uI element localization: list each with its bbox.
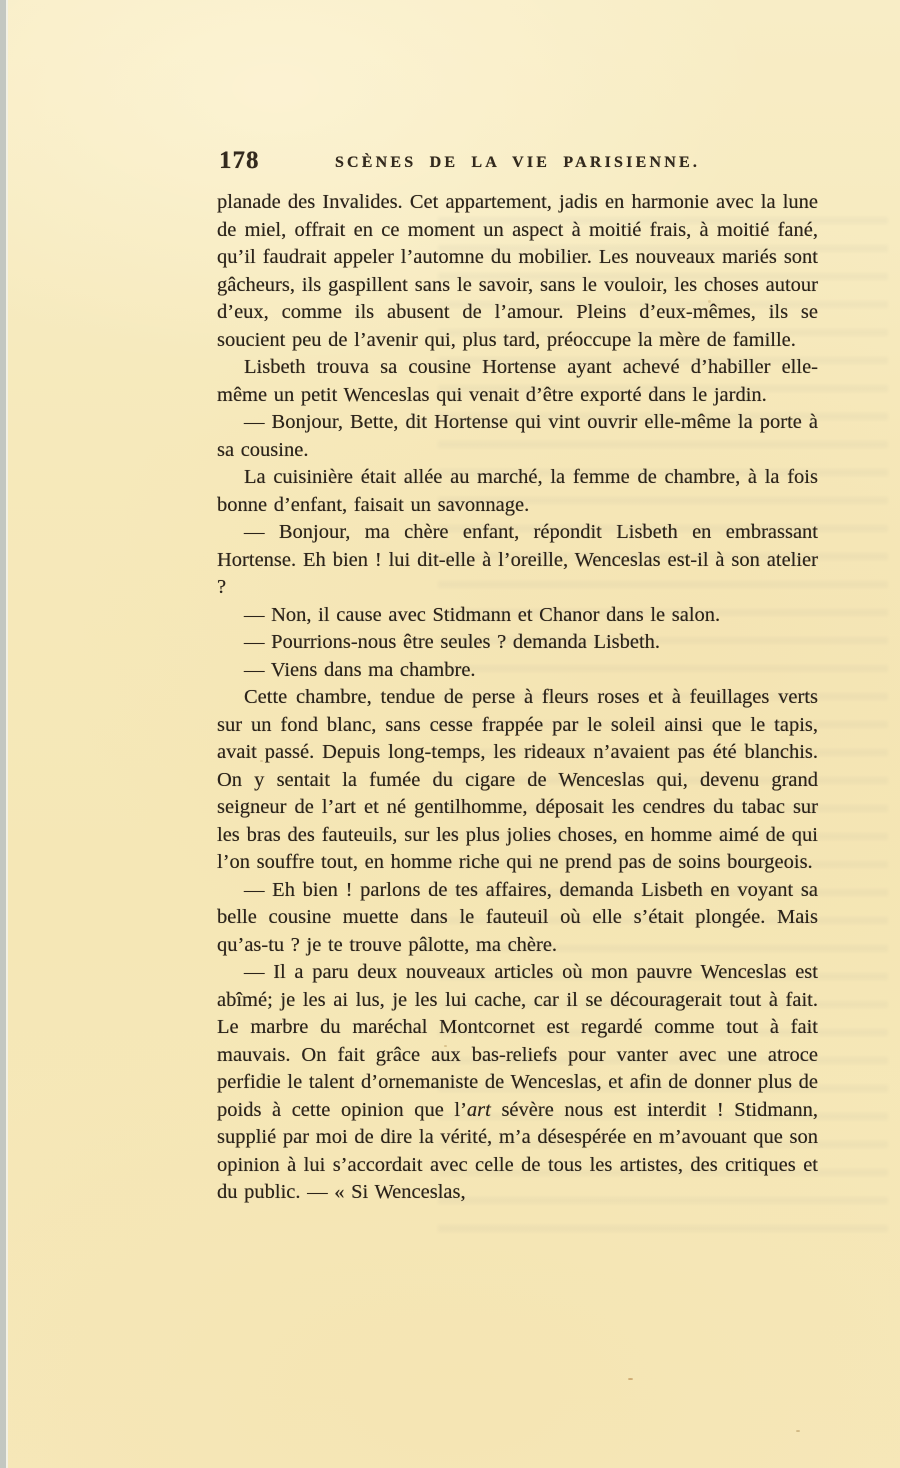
paragraph — [217, 464, 818, 519]
paragraph — [217, 959, 818, 1207]
text-segment: Lisbeth trouva sa cousine Hortense ayant achevé d’habiller elle-même un petit Wenceslas qui venait d’être exporté dans le jardin. — [217, 356, 818, 406]
text-segment: — Bonjour, ma chère enfant, répondit Lisbeth en embrassant Hortense. Eh bien ! lui dit-elle à l’oreille, Wenceslas est-il à son atelier ? — [217, 521, 818, 598]
text-segment: — Non, il cause avec Stidmann et Chanor dans le salon. — [244, 603, 721, 626]
running-title: SCÈNES DE LA VIE PARISIENNE. — [334, 154, 701, 171]
paragraph — [217, 354, 818, 409]
text-segment: — Bonjour, Bette, dit Hortense qui vint ouvrir elle-même la porte à sa cousine. — [217, 411, 818, 461]
paragraph — [217, 877, 818, 960]
text-segment: Cette chambre, tendue de perse à fleurs roses et à feuillages verts sur un fond blanc, sans cesse frappée par le soleil ainsi que le tapis, avait passé. Depuis long-temps, les rideaux n’avaient pas été blanchis. On y sentait la fumée du cigare de Wenceslas qui, devenu grand seigneur de l’art et né gentilhomme, déposait les cendres du tabac sur les bras des fauteuils, sur les plus jolies choses, en homme aimé de qui l’on souffre tout, en homme riche qui ne prend pas de soins bourgeois. — [217, 686, 818, 873]
paragraph — [217, 519, 818, 602]
paper-sheet — [6, 0, 900, 1468]
page-number: 178 — [219, 147, 260, 174]
paragraph — [217, 629, 818, 657]
running-head — [217, 149, 818, 179]
paragraph — [217, 189, 818, 354]
paragraph — [217, 684, 818, 877]
text-segment: — Pourrions-nous être seules ? demanda Lisbeth. — [244, 631, 661, 653]
paper-speck — [628, 1378, 633, 1380]
text-segment: La cuisinière était allée au marché, la femme de chambre, à la fois bonne d’enfant, faisait un savonnage. — [217, 466, 818, 516]
text-segment: sévère nous est interdit ! Stidmann, supplié par moi de dire la vérité, m’a désespérée en m’avouant que son opinion à lui s’accordait avec celle de tous les artistes, des critiques et du public. — « Si Wenceslas, — [217, 1098, 818, 1203]
text-segment: planade des Invalides. Cet appartement, jadis en harmonie avec la lune de miel, offrait en ce moment un aspect à moitié frais, à moitié fané, qu’il faudrait appeler l’automne du mobilier. Les nouveaux mariés sont gâcheurs, ils gaspillent sans le savoir, sans le vouloir, les choses autour d’eux, comme ils abusent de l’amour. Pleins d’eux-mêmes, ils se soucient peu de l’avenir qui, plus tard, préoccupe la mère de famille. — [217, 191, 818, 351]
text-segment: — Il a paru deux nouveaux articles où mon pauvre Wenceslas est abîmé; je les ai lus, je les lui cache, car il se découragerait tout à fait. Le marbre du maréchal Montcornet est regardé comme tout à fait mauvais. On fait grâce aux bas-reliefs pour vanter avec une atroce perfidie le talent d’ornemaniste de Wenceslas, et afin de donner plus de poids à cette opinion que l’ — [217, 961, 818, 1121]
italic-text: art — [466, 1098, 491, 1121]
paragraph — [217, 409, 818, 464]
paper-speck — [796, 1430, 800, 1432]
paragraph — [217, 657, 818, 685]
paragraph — [217, 602, 818, 630]
body-text — [217, 189, 818, 1207]
text-segment: — Eh bien ! parlons de tes affaires, demanda Lisbeth en voyant sa belle cousine muette dans le fauteuil où elle s’était plongée. Mais qu’as-tu ? je te trouve pâlotte, ma chère. — [217, 878, 818, 956]
text-segment: — Viens dans ma chambre. — [244, 658, 476, 681]
